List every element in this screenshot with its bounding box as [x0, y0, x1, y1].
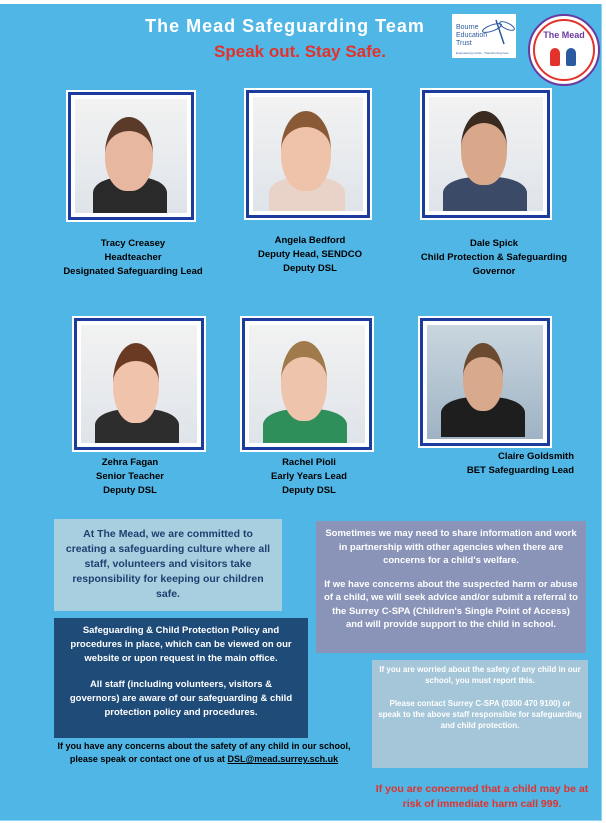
photo-frame-claire: [418, 316, 552, 448]
staff-photo: [429, 97, 543, 211]
the-mead-school-logo: [528, 14, 600, 86]
bet-logo-text: Bourne Education Trust: [456, 24, 488, 47]
report-concern-box: If you are worried about the safety of any child in our school, you must report this. Please contact Surrey C-SPA (0300 470 9100) or speak to the above staff responsible for safeguarding and child protection.: [372, 660, 588, 768]
staff-caption-rachel: Rachel Pioli Early Years Lead Deputy DSL: [271, 457, 347, 496]
photo-frame-tracy: [66, 90, 196, 222]
staff-caption-angela: Angela Bedford Deputy Head, SENDCO Deputy DSL: [258, 235, 362, 274]
policy-box: Safeguarding & Child Protection Policy and procedures in place, which can be viewed on our website or upon request in the main office. All staff (including volunteers, visitors & governors) are aware of our safeguarding & child protection policy and procedures.: [54, 618, 308, 738]
staff-caption-zehra: Zehra Fagan Senior Teacher Deputy DSL: [96, 457, 164, 496]
photo-frame-dale: [420, 88, 552, 220]
dsl-email-link[interactable]: DSL@mead.surrey.sch.uk: [227, 754, 339, 764]
child-figure-icon: [550, 48, 560, 66]
information-sharing-box: Sometimes we may need to share information and work in partnership with other agencies when there are concerns for a child's welfare. If we have concerns about the suspected harm or abuse of a child, we will seek advice and/or submit a referral to the Surrey C-SPA (Children's Single Point of Access) and will provide support to the child in school.: [316, 521, 586, 653]
bet-logo-sub: Empowering minds - Transforming lives: [456, 51, 509, 55]
staff-photo: [253, 97, 363, 211]
contact-text: If you have any concerns about the safety of any child in our school, please speak or contact one of us at DSL@mead.surrey.sch.uk: [57, 741, 351, 764]
staff-caption-dale: Dale Spick Child Protection & Safeguarding Governor: [420, 238, 568, 277]
photo-frame-angela: [244, 88, 372, 220]
poster: [0, 4, 602, 821]
bourne-education-trust-logo: [452, 14, 516, 58]
staff-photo: [427, 325, 543, 439]
photo-frame-rachel: [240, 316, 374, 452]
staff-caption-claire: Claire Goldsmith BET Safeguarding Lead: [466, 451, 574, 476]
staff-caption-tracy: Tracy Creasey Headteacher Designated Safeguarding Lead: [63, 238, 203, 277]
photo-frame-zehra: [72, 316, 206, 452]
school-logo-text: The Mead: [543, 30, 585, 40]
poster-title: The Mead Safeguarding Team: [145, 16, 425, 36]
staff-photo: [81, 325, 197, 443]
poster-subtitle: Speak out. Stay Safe.: [214, 42, 386, 61]
child-figure-icon: [566, 48, 576, 66]
commitment-box: At The Mead, we are committed to creating a safeguarding culture where all staff, volunteers and visitors take responsibility for keeping our children safe.: [54, 519, 282, 611]
staff-photo: [249, 325, 365, 443]
emergency-notice: If you are concerned that a child may be at risk of immediate harm call 999.: [375, 783, 589, 810]
staff-photo: [75, 99, 187, 213]
